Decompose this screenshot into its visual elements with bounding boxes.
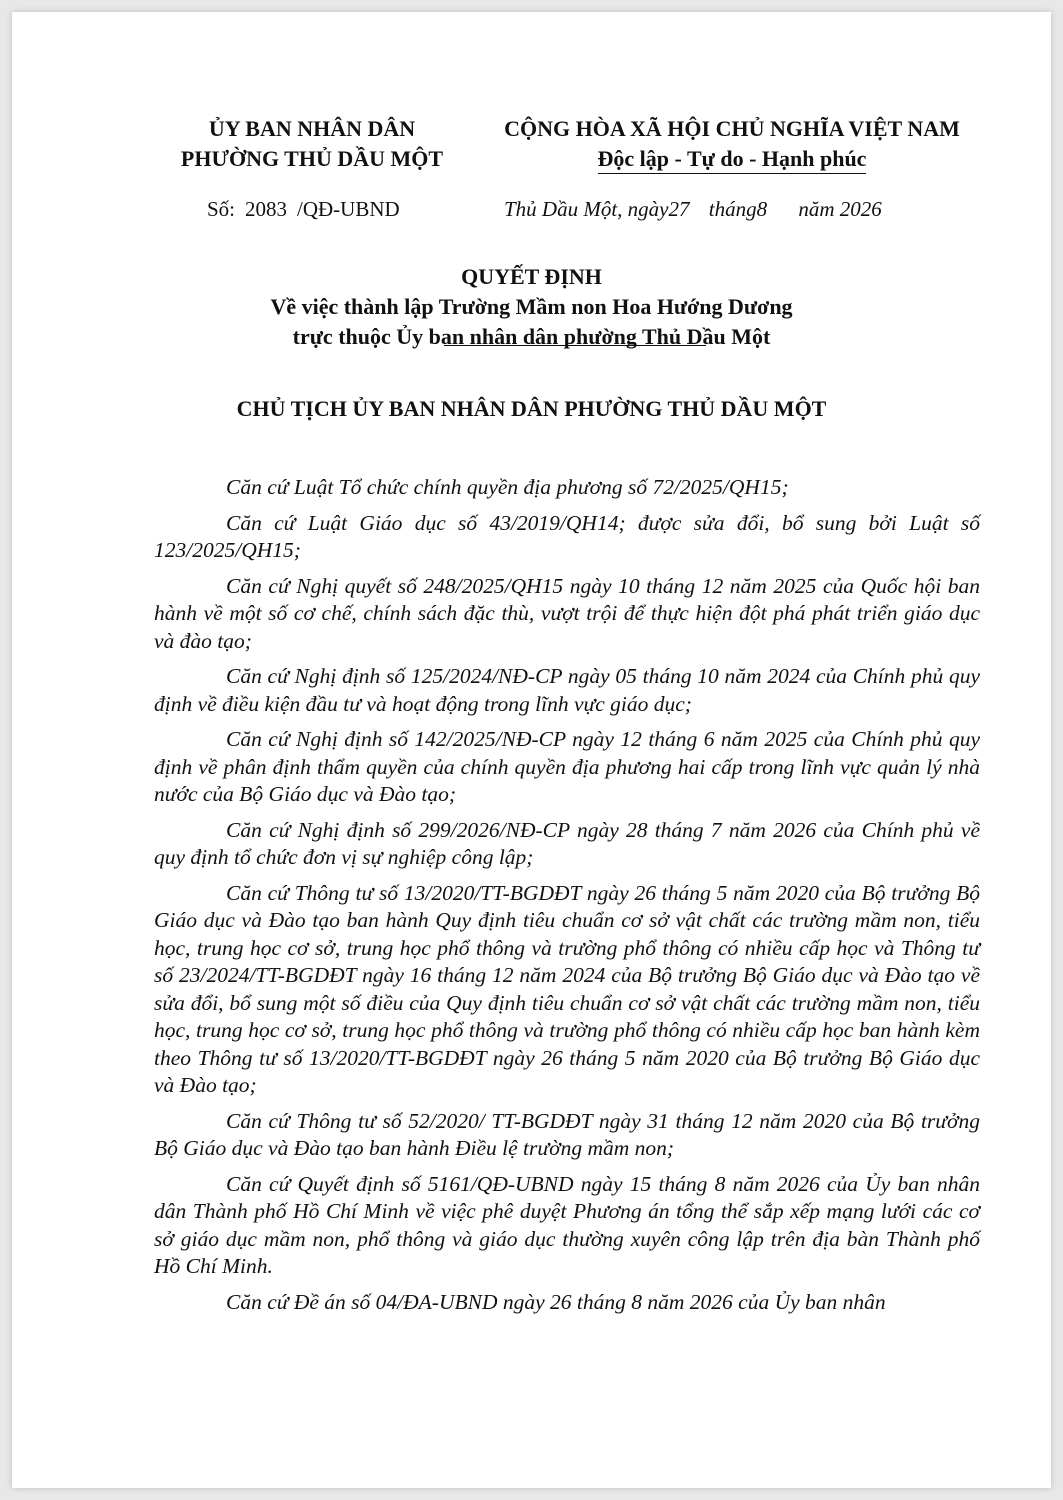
legal-basis-item: Căn cứ Quyết định số 5161/QĐ-UBND ngày 15 tháng 8 năm 2026 của Ủy ban nhân dân Thành phố Hồ Chí Minh về việc phê duyệt Phương án tổng thể sắp xếp mạng lưới các cơ sở giáo dục mầm non, phổ thông và giáo dục thường xuyên công lập trên địa bàn Thành phố Hồ Chí Minh.	[154, 1171, 980, 1278]
title-line-1: QUYẾT ĐỊNH	[461, 264, 602, 289]
legal-basis-item: Căn cứ Nghị quyết số 248/2025/QH15 ngày 10 tháng 12 năm 2025 của Quốc hội ban hành về một số cơ chế, chính sách đặc thù, vượt trội để thực hiện đột phá phát triển giáo dục và đào tạo;	[154, 573, 980, 653]
issuing-authority: CHỦ TỊCH ỦY BAN NHÂN DÂN PHƯỜNG THỦ DẦU MỘT	[236, 396, 827, 421]
issue-date	[504, 197, 882, 222]
nation-motto: Độc lập - Tự do - Hạnh phúc	[598, 145, 867, 174]
legal-basis-item: Căn cứ Nghị định số 125/2024/NĐ-CP ngày 05 tháng 10 năm 2024 của Chính phủ quy định về điều kiện đầu tư và hoạt động trong lĩnh vực giáo dục;	[154, 664, 980, 716]
date-place: Thủ Dầu Một, ngày	[504, 197, 669, 221]
legal-basis-item: Căn cứ Luật Tổ chức chính quyền địa phương số 72/2025/QH15;	[226, 475, 789, 499]
title-line-3: trực thuộc Ủy ban nhân dân phường Thủ Dầu Một	[292, 324, 771, 349]
agency-line-2: PHƯỜNG THỦ DẦU MỘT	[180, 146, 444, 171]
agency-line-1: ỦY BAN NHÂN DÂN	[208, 116, 416, 141]
date-year: năm 2026	[798, 197, 882, 221]
legal-basis-item: Căn cứ Luật Giáo dục số 43/2019/QH14; được sửa đổi, bổ sung bởi Luật số 123/2025/QH15;	[154, 510, 980, 562]
legal-basis-item: Căn cứ Nghị định số 299/2026/NĐ-CP ngày 28 tháng 7 năm 2026 của Chính phủ về quy định tổ chức đơn vị sự nghiệp công lập;	[154, 817, 980, 869]
number-prefix: Số:	[207, 197, 236, 221]
nation-title: CỘNG HÒA XÃ HỘI CHỦ NGHĨA VIỆT NAM	[504, 116, 960, 141]
legal-basis-item: Căn cứ Nghị định số 142/2025/NĐ-CP ngày 12 tháng 6 năm 2025 của Chính phủ quy định về phân định thẩm quyền của chính quyền địa phương hai cấp trong lĩnh vực quản lý nhà nước của Bộ Giáo dục và Đào tạo;	[154, 727, 980, 806]
document-number	[207, 197, 400, 222]
legal-basis-item: Căn cứ Thông tư số 13/2020/TT-BGDĐT ngày 26 tháng 5 năm 2020 của Bộ trưởng Bộ Giáo dục và Đào tạo ban hành Quy định tiêu chuẩn cơ sở vật chất các trường mầm non, tiểu học, trung học cơ sở, trung học phổ thông và trường phổ thông có nhiều cấp học và Thông tư số 23/2024/TT-BGDĐT ngày 16 tháng 12 năm 2024 của Bộ trưởng Bộ Giáo dục và Đào tạo về sửa đổi, bổ sung một số điều của Quy định tiêu chuẩn cơ sở vật chất các trường mầm non, tiểu học, trung học cơ sở, trung học phổ thông và trường phổ thông có nhiều cấp học ban hành kèm theo Thông tư số 13/2020/TT-BGDĐT ngày 26 tháng 5 năm 2020 của Bộ trưởng Bộ Giáo dục và Đào tạo;	[154, 880, 980, 1097]
title-underline	[444, 345, 706, 346]
title-line-2: Về việc thành lập Trường Mầm non Hoa Hướng Dương	[270, 294, 793, 319]
legal-basis-item: Căn cứ Thông tư số 52/2020/ TT-BGDĐT ngày 31 tháng 12 năm 2020 của Bộ trưởng Bộ Giáo dục và Đào tạo ban hành Điều lệ trường mầm non;	[154, 1108, 980, 1160]
date-month-label: tháng	[708, 197, 757, 221]
document-page	[12, 12, 1051, 1488]
date-day: 27	[668, 197, 690, 221]
number-suffix: /QĐ-UBND	[297, 197, 400, 221]
legal-bases	[154, 474, 980, 1324]
number-value: 2083	[245, 197, 288, 221]
date-month: 8	[756, 197, 768, 221]
legal-basis-item: Căn cứ Đề án số 04/ĐA-UBND ngày 26 tháng 8 năm 2026 của Ủy ban nhân	[226, 1289, 886, 1314]
national-header	[472, 114, 992, 174]
issuing-agency	[162, 114, 462, 174]
decision-title	[12, 262, 1051, 352]
